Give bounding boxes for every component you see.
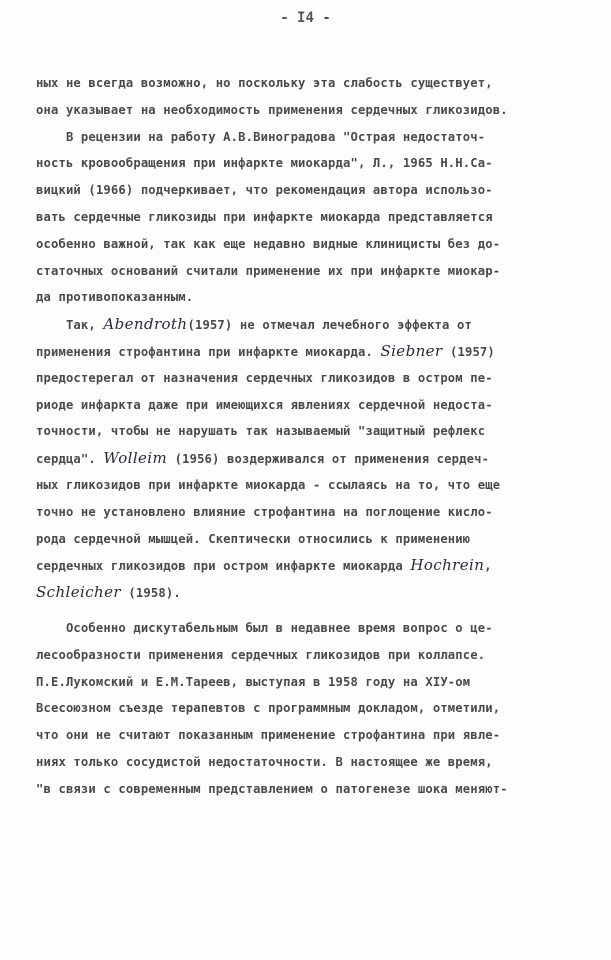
typed-text: статочных оснований считали применение их при инфаркте миокар-: [36, 263, 501, 278]
typed-text: рода сердечной мышцей. Скептически относились к применению: [36, 531, 471, 546]
text-line: [36, 642, 581, 669]
handwritten-name: Siebner: [380, 341, 443, 360]
typed-text: предостерегал от назначения сердечных гликозидов в остром пе-: [36, 370, 493, 385]
typed-text: она указывает на необходимость применения сердечных гликозидов.: [36, 102, 508, 117]
typed-text: ниях только сосудистой недостаточности. В настоящее же время,: [36, 754, 493, 769]
text-line: [36, 97, 581, 124]
text-line: [36, 177, 581, 204]
text-line: [36, 311, 581, 338]
text-line: [36, 124, 581, 151]
typed-text: ность кровообращения при инфаркте миокарда", Л., 1965 Н.Н.Са-: [36, 156, 493, 171]
typed-text: (1958).: [120, 586, 181, 601]
text-line: [36, 615, 581, 642]
text-line: [36, 392, 581, 419]
text-line: [36, 70, 581, 97]
page-number: - I4 -: [280, 10, 331, 26]
text-line: [36, 669, 581, 696]
text-line: [36, 552, 581, 579]
text-line: [36, 365, 581, 392]
text-line: [36, 776, 581, 803]
text-line: [36, 722, 581, 749]
typed-text: точности, чтобы не нарушать так называемый "защитный рефлекс: [36, 424, 486, 439]
typed-text: да противопоказанным.: [36, 290, 194, 305]
typed-text: особенно важной, так как еще недавно видные клиницисты без до-: [36, 236, 501, 251]
typed-text: Так,: [36, 318, 104, 333]
handwritten-name: Abendroth: [103, 315, 188, 334]
handwritten-name: Hochrein: [410, 556, 485, 575]
handwritten-name: Schleicher: [36, 583, 121, 602]
text-line: [36, 472, 581, 499]
typed-text: сердца".: [36, 452, 104, 467]
typed-text: риоде инфаркта даже при имеющихся явлениях сердечной недоста-: [36, 397, 493, 412]
text-line: [36, 284, 581, 311]
text-line: [36, 418, 581, 445]
text-line: [36, 231, 581, 258]
typed-text: вать сердечные гликозиды при инфаркте миокарда представляется: [36, 209, 493, 224]
typed-text: "в связи с современным представлением о патогенезе шока меняют-: [36, 781, 508, 796]
text-line: [36, 579, 581, 606]
typed-text: ,: [484, 559, 492, 574]
typed-text: сердечных гликозидов при остром инфаркте миокарда: [36, 559, 411, 574]
typed-text: (1957): [442, 344, 495, 359]
typed-text: (1956) воздерживался от применения сердеч-: [167, 452, 490, 467]
text-line: [36, 499, 581, 526]
text-line: [36, 258, 581, 285]
typed-text: вицкий (1966) подчеркивает, что рекомендация автора использо-: [36, 183, 493, 198]
text-line: [36, 338, 581, 365]
typed-text: (1957) не отмечал лечебного эффекта от: [187, 318, 472, 333]
text-line: [36, 445, 581, 472]
typed-text: Особенно дискутабельным был в недавнее время вопрос о це-: [36, 620, 493, 635]
typed-text: ных гликозидов при инфаркте миокарда - ссылаясь на то, что еще: [36, 477, 501, 492]
text-line: [36, 204, 581, 231]
typed-text: что они не считают показанным применение строфантина при явле-: [36, 728, 501, 743]
typed-text: В рецензии на работу А.В.Виноградова "Острая недостаточ-: [36, 129, 486, 144]
typed-text: ных не всегда возможно, но поскольку эта слабость существует,: [36, 76, 493, 90]
typed-text: применения строфантина при инфаркте миокарда.: [36, 344, 381, 359]
handwritten-name: Wolleim: [103, 449, 168, 468]
text-line: [36, 695, 581, 722]
text-line: [36, 150, 581, 177]
typed-text: лесообразности применения сердечных гликозидов при коллапсе.: [36, 647, 486, 662]
text-line: [36, 526, 581, 553]
body-text: [36, 70, 581, 803]
typed-text: П.Е.Лукомский и Е.М.Тареев, выступая в 1958 году на XIУ-ом: [36, 674, 471, 689]
text-line: [36, 749, 581, 776]
typed-text: Всесоюзном съезде терапевтов с программным докладом, отметили,: [36, 701, 501, 716]
typed-text: точно не установлено влияние строфантина на поглощение кисло-: [36, 504, 493, 519]
